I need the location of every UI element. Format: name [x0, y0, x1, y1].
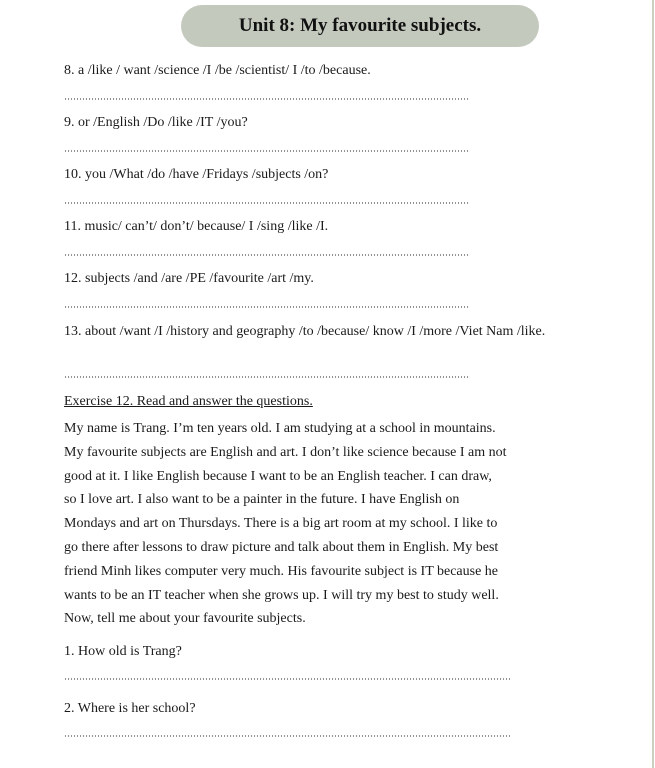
reading-question-1: 1. How old is Trang?	[64, 644, 182, 659]
question-9: 9. or /English /Do /like /IT /you?	[64, 115, 248, 130]
answer-line-r1[interactable]	[64, 678, 512, 680]
question-8: 8. a /like / want /science /I /be /scientist/ I /to /because.	[64, 63, 371, 78]
question-11: 11. music/ can’t/ don’t/ because/ I /sing /like /I.	[64, 219, 329, 234]
passage-line: good at it. I like English because I want to be an English teacher. I can draw,	[64, 468, 492, 484]
passage-line: go there after lessons to draw picture and talk about them in English. My best	[64, 539, 499, 555]
answer-line-9[interactable]	[64, 150, 470, 152]
reading-passage	[64, 417, 624, 631]
question-13: 13. about /want /I /history and geography /to /because/ know /I /more /Viet Nam /like.	[64, 324, 546, 339]
exercise-heading: Exercise 12. Read and answer the questions.	[64, 394, 313, 409]
question-12: 12. subjects /and /are /PE /favourite /art /my.	[64, 271, 314, 286]
answer-line-13[interactable]	[64, 376, 470, 378]
passage-line: Mondays and art on Thursdays. There is a big art room at my school. I like to	[64, 516, 498, 532]
reading-question-2: 2. Where is her school?	[64, 701, 196, 716]
passage-line: Now, tell me about your favourite subjects.	[64, 611, 306, 627]
passage-line: My name is Trang. I’m ten years old. I am studying at a school in mountains.	[64, 421, 496, 436]
answer-line-12[interactable]	[64, 306, 470, 308]
answer-line-11[interactable]	[64, 254, 470, 256]
answer-line-r2[interactable]	[64, 735, 512, 737]
passage-line: wants to be an IT teacher when she grows up. I will try my best to study well.	[64, 587, 499, 603]
question-10: 10. you /What /do /have /Fridays /subjects /on?	[64, 167, 329, 182]
answer-line-8[interactable]	[64, 98, 470, 100]
passage-line: so I love art. I also want to be a painter in the future. I have English on	[64, 492, 460, 508]
unit-title: Unit 8: My favourite subjects.	[181, 5, 539, 47]
passage-line: My favourite subjects are English and art. I don’t like science because I am not	[64, 444, 507, 460]
passage-line: friend Minh likes computer very much. His favourite subject is IT because he	[64, 563, 499, 579]
answer-line-10[interactable]	[64, 202, 470, 204]
